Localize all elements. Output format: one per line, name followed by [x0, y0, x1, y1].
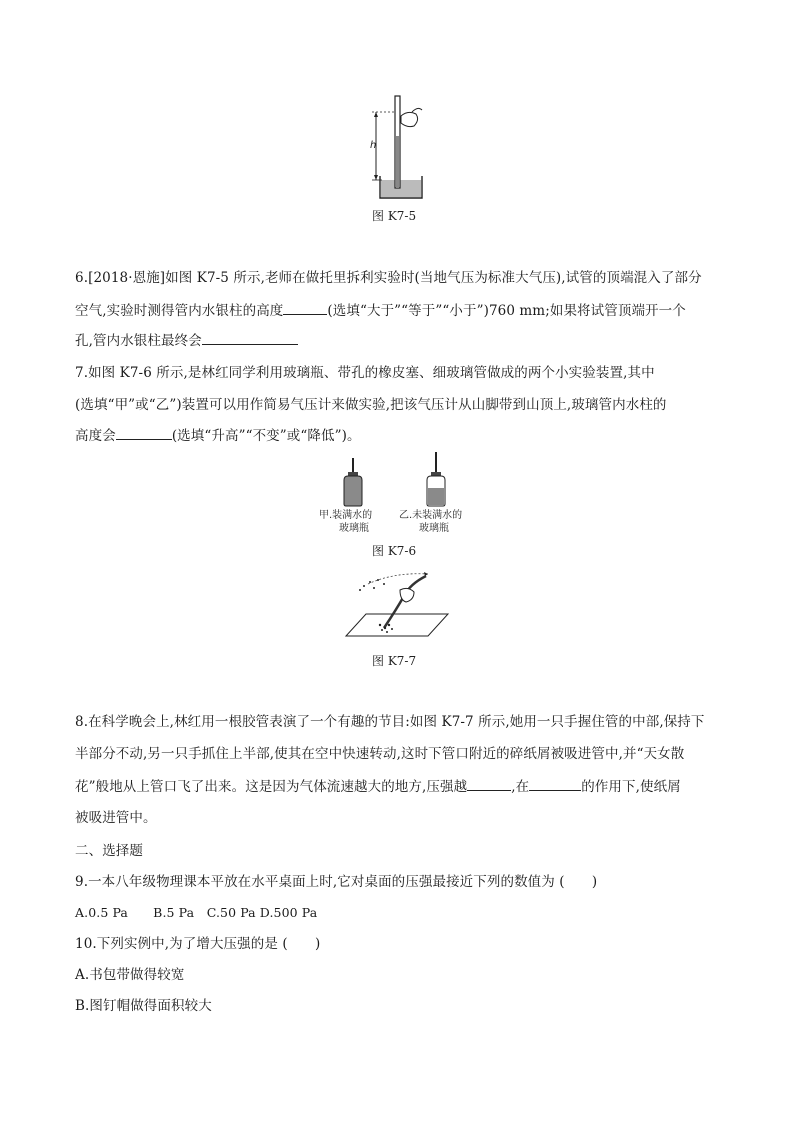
mercury-in-dish — [381, 180, 421, 197]
bottle-a-label-2: 玻璃瓶 — [339, 523, 369, 534]
q8-blank-2 — [529, 776, 581, 791]
q9-options: A.0.5 Pa B.5 Pa C.50 Pa D.500 Pa — [75, 905, 318, 920]
bottle-b-label-2: 玻璃瓶 — [419, 523, 449, 534]
q10-option-a: A.书包带做得较宽 — [75, 967, 185, 983]
q9-answer-paren: ( ) — [559, 874, 598, 890]
height-label: h — [370, 140, 377, 151]
q10-option-b: B.图钉帽做得面积较大 — [75, 998, 212, 1014]
q6-line-2: 空气,实验时测得管内水银柱的高度 (选填“大于”“等于”“小于”)760 mm;如果将试管顶端开一个 — [75, 300, 686, 321]
bottle-full-of-water — [344, 458, 362, 506]
q8-line-4: 被吸进管中。 — [75, 810, 157, 826]
figure-k7-7-caption: 图 K7-7 — [372, 654, 417, 668]
mercury-column — [396, 136, 399, 188]
q9-stem: 9.一本八年级物理课本平放在水平桌面上时,它对桌面的压强最接近下列的数值为 ( ) — [75, 874, 598, 890]
q6-line-1: 6.[2018·恩施]如图 K7-5 所示,老师在做托里拆利实验时(当地气压为标准大气压),试管的顶端混入了部分 — [75, 270, 702, 286]
figure-k7-5 — [360, 92, 440, 204]
figure-k7-6 — [315, 450, 475, 536]
q8-line-1: 8.在科学晚会上,林红用一根胶管表演了一个有趣的节目:如图 K7-7 所示,她用一只手握住管的中部,保持下 — [75, 714, 705, 730]
figure-k7-5-caption: 图 K7-5 — [372, 209, 417, 223]
q10-stem: 10.下列实例中,为了增大压强的是 ( ) — [75, 936, 321, 952]
bottle-partly-full — [427, 452, 445, 506]
hand-sketch — [401, 112, 418, 126]
table-sheet — [346, 614, 448, 636]
section-2-title: 二、选择题 — [75, 843, 143, 859]
bottle-b-label-1: 乙.未装满水的 — [399, 510, 463, 521]
figure-k7-6-caption: 图 K7-6 — [372, 544, 417, 558]
q8-line-2: 半部分不动,另一只手抓住上半部,使其在空中快速转动,这时下管口附近的碎纸屑被吸进管中,并“天女散 — [75, 746, 685, 762]
q6-line-3: 孔,管内水银柱最终会 — [75, 330, 298, 351]
q7-line-3: 高度会 (选填“升高”“不变”或“降低”)。 — [75, 425, 361, 446]
q10-answer-paren: ( ) — [282, 936, 321, 952]
q8-line-3: 花”般地从上管口飞了出来。这是因为气体流速越大的地方,压强越 ,在 的作用下,使纸屑 — [75, 776, 681, 797]
q7-line-2: (选填“甲”或“乙”)装置可以用作简易气压计来做实验,把该气压计从山脚带到山顶上,玻璃管内水柱的 — [75, 397, 667, 413]
q7-blank — [116, 425, 172, 440]
figure-k7-7 — [344, 570, 450, 642]
q7-line-1: 7.如图 K7-6 所示,是林红同学利用玻璃瓶、带孔的橡皮塞、细玻璃管做成的两个小实验装置,其中 — [75, 365, 655, 381]
q6-blank-2 — [202, 330, 298, 345]
q6-blank-1 — [283, 300, 327, 315]
bottle-a-label-1: 甲.装满水的 — [319, 510, 373, 521]
q8-blank-1 — [467, 776, 511, 791]
